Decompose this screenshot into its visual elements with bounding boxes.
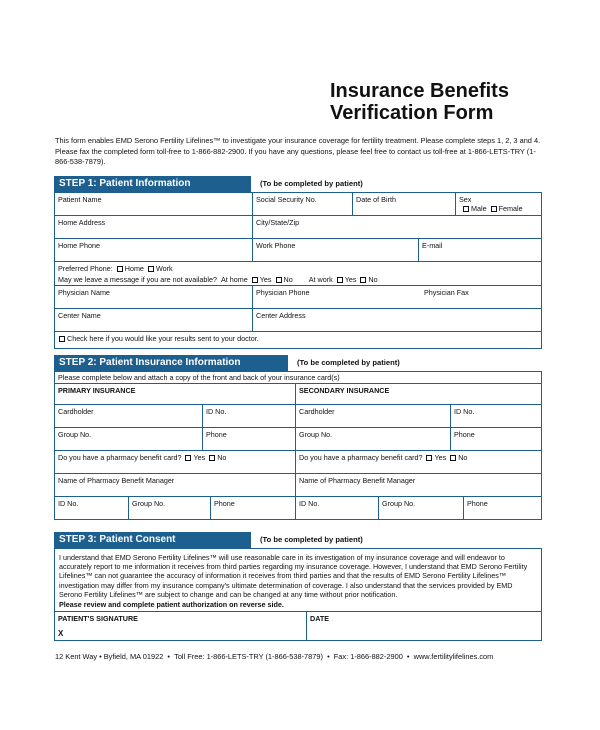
intro-paragraph: This form enables EMD Serono Fertility Lifelines™ to investigate your insurance coverage for fertility treatment. Please complete steps 1, 2, 3 and 4. Please fax the completed form toll-free to 1-866-882-2900. If you have any questions, please feel free to contact us toll-free at 1-866-LETS-TRY (1-866-538-7879). xyxy=(55,136,541,167)
sex-field: Sex Male Female xyxy=(455,193,541,215)
secondary-pbm-group-field[interactable]: Group No. xyxy=(378,497,463,519)
dob-field[interactable]: Date of Birth xyxy=(352,193,455,215)
secondary-pbm-id-field[interactable]: ID No. xyxy=(295,497,378,519)
step2-section xyxy=(54,355,542,520)
review-note: Please review and complete patient authorization on reverse side. xyxy=(59,600,284,610)
signature-x-mark: X xyxy=(58,629,64,639)
step2-heading: STEP 2: Patient Insurance Information xyxy=(54,355,288,371)
email-field[interactable]: E-mail xyxy=(418,239,541,261)
step2-note: (To be completed by patient) xyxy=(297,358,400,367)
step1-heading: STEP 1: Patient Information xyxy=(54,176,251,192)
primary-pharmacy-no-checkbox[interactable] xyxy=(209,455,215,461)
physician-phone-field[interactable]: Physician Phone xyxy=(252,286,421,308)
consent-text: I understand that EMD Serono Fertility Lifelines™ will use reasonable care in its investigation of my insurance coverage and will endeavor to accurately report to me information it receives from third parties regarding my insurance coverage. However, I understand that EMD Serono Fertility Lifelines™ can not guarantee the accuracy of information it receives from third parties and that the results of EMD Serono Fertility Lifelines™ investigation may differ from my insurance company's ultimate determination of coverage. I also understand that the services provided by EMD Serono Fertility Lifelines™ are subject to change and can be changed at any time without prior notification. Please review and complete patient authorization on reverse side. xyxy=(55,549,541,611)
patient-name-field[interactable]: Patient Name xyxy=(58,195,102,204)
secondary-insurance-heading: SECONDARY INSURANCE xyxy=(295,384,541,404)
home-no-checkbox[interactable] xyxy=(276,277,282,283)
footer-website: www.fertilitylifelines.com xyxy=(413,652,494,661)
secondary-pharmacy-no-checkbox[interactable] xyxy=(450,455,456,461)
footer-fax: Fax: 1-866-882-2900 xyxy=(333,652,403,661)
primary-id-field[interactable]: ID No. xyxy=(202,405,295,427)
title-line-2: Verification Form xyxy=(330,102,494,124)
work-yes-checkbox[interactable] xyxy=(337,277,343,283)
step3-note: (To be completed by patient) xyxy=(260,535,363,544)
message-question: May we leave a message if you are not available? xyxy=(58,274,218,284)
step3-section xyxy=(54,532,542,641)
secondary-group-field[interactable]: Group No. xyxy=(295,428,450,450)
secondary-pbm-field[interactable]: Name of Pharmacy Benefit Manager xyxy=(295,474,541,496)
physician-name-field[interactable]: Physician Name xyxy=(58,288,110,297)
step2-fields xyxy=(54,371,542,520)
secondary-pharmacy-question: Do you have a pharmacy benefit card? Yes No xyxy=(295,451,541,473)
footer-toll-free: Toll Free: 1-866-LETS-TRY (1-866-538-7879) xyxy=(174,652,323,661)
secondary-pharmacy-yes-checkbox[interactable] xyxy=(426,455,432,461)
step1-fields xyxy=(54,192,542,349)
home-phone-field[interactable]: Home Phone xyxy=(58,241,100,250)
contact-preferences: Preferred Phone: Home Work May we leave a message if you are not available? At home Yes No At work Yes No xyxy=(58,264,378,284)
work-phone-field[interactable]: Work Phone xyxy=(252,239,418,261)
title-line-1: Insurance Benefits xyxy=(330,80,509,102)
step1-section xyxy=(54,176,542,349)
primary-pharmacy-question: Do you have a pharmacy benefit card? Yes No xyxy=(58,453,227,462)
preferred-work-checkbox[interactable] xyxy=(148,266,154,272)
ssn-field[interactable]: Social Security No. xyxy=(252,193,352,215)
primary-pbm-id-field[interactable]: ID No. xyxy=(58,499,79,508)
secondary-phone-field[interactable]: Phone xyxy=(450,428,541,450)
primary-insurance-heading: PRIMARY INSURANCE xyxy=(58,386,136,395)
send-to-doctor-row: Check here if you would like your results sent to your doctor. xyxy=(55,332,541,348)
primary-cardholder-field[interactable]: Cardholder xyxy=(58,407,94,416)
center-address-field[interactable]: Center Address xyxy=(252,309,541,331)
work-no-checkbox[interactable] xyxy=(360,277,366,283)
preferred-home-checkbox[interactable] xyxy=(117,266,123,272)
secondary-cardholder-field[interactable]: Cardholder xyxy=(295,405,450,427)
female-checkbox[interactable] xyxy=(491,206,497,212)
primary-group-field[interactable]: Group No. xyxy=(58,430,92,439)
home-address-field[interactable]: Home Address xyxy=(58,218,106,227)
step1-note: (To be completed by patient) xyxy=(260,179,363,188)
form-title xyxy=(330,80,509,124)
primary-pbm-phone-field[interactable]: Phone xyxy=(210,497,295,519)
signature-field[interactable]: PATIENT'S SIGNATURE X xyxy=(55,612,306,640)
step3-heading: STEP 3: Patient Consent xyxy=(54,532,251,548)
primary-pbm-group-field[interactable]: Group No. xyxy=(128,497,210,519)
primary-pbm-field[interactable]: Name of Pharmacy Benefit Manager xyxy=(58,476,175,485)
male-label: Male xyxy=(471,204,487,213)
insurance-instruction: Please complete below and attach a copy of the front and back of your insurance card(s) xyxy=(58,373,340,382)
step3-fields xyxy=(54,548,542,641)
male-checkbox[interactable] xyxy=(463,206,469,212)
primary-phone-field[interactable]: Phone xyxy=(202,428,295,450)
primary-pharmacy-yes-checkbox[interactable] xyxy=(185,455,191,461)
date-field[interactable]: DATE xyxy=(306,612,541,640)
physician-fax-field[interactable]: Physician Fax xyxy=(424,288,469,297)
center-name-field[interactable]: Center Name xyxy=(58,311,101,320)
send-to-doctor-checkbox[interactable] xyxy=(59,336,65,342)
secondary-id-field[interactable]: ID No. xyxy=(450,405,541,427)
footer-address: 12 Kent Way • Byfield, MA 01922 xyxy=(55,652,164,661)
female-label: Female xyxy=(498,204,523,213)
secondary-pbm-phone-field[interactable]: Phone xyxy=(463,497,541,519)
home-yes-checkbox[interactable] xyxy=(252,277,258,283)
preferred-phone-label: Preferred Phone: xyxy=(58,264,113,273)
city-state-zip-field[interactable]: City/State/Zip xyxy=(252,216,541,238)
footer: 12 Kent Way • Byfield, MA 01922 • Toll Free: 1-866-LETS-TRY (1-866-538-7879) • Fax: 1-866-882-2900 • www.fertilitylifelines.com xyxy=(55,652,494,661)
